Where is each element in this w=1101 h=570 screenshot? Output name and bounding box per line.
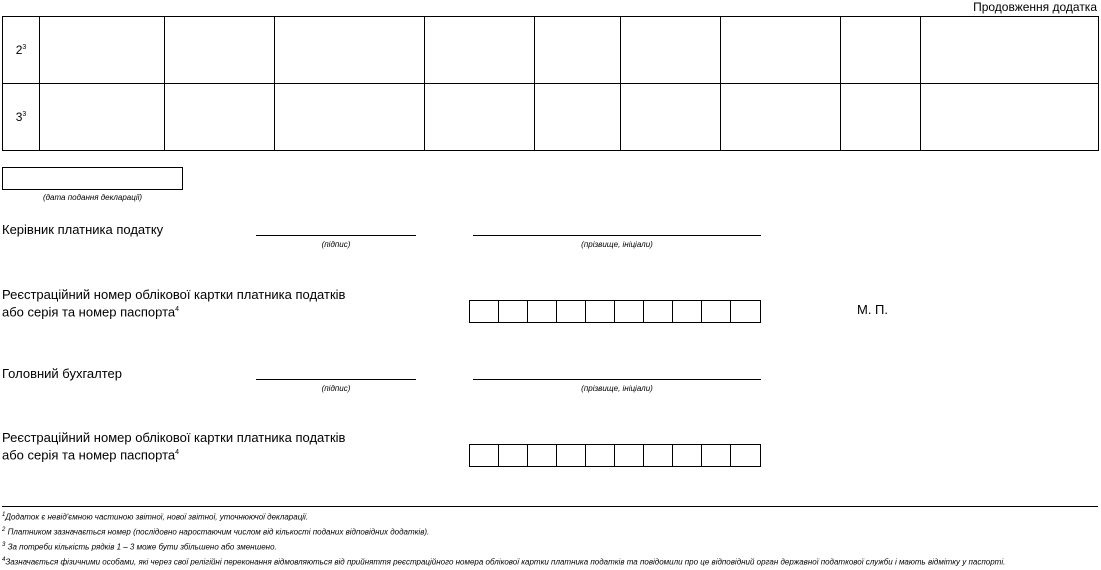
digit-cell[interactable] [731,445,760,466]
director-name-line[interactable] [473,235,761,236]
digit-cell[interactable] [673,301,702,322]
accountant-label: Головний бухгалтер [2,366,122,381]
accountant-name-line[interactable] [473,379,761,380]
director-signature-caption: (підпис) [321,240,351,249]
table-cell[interactable] [165,84,275,151]
row-number: $2^3$ [3,17,40,84]
digit-cell[interactable] [673,445,702,466]
table-row [3,84,1099,151]
table-cell[interactable] [535,84,621,151]
table-row [3,17,1099,84]
digit-cell[interactable] [470,445,499,466]
accountant-reg-label: Реєстраційний номер облікової картки платника податків або серія та номер паспорта$^4$ [2,430,346,463]
accountant-signature-caption: (підпис) [321,384,351,393]
table-cell[interactable] [721,84,841,151]
digit-cell[interactable] [644,445,673,466]
table-cell[interactable] [621,84,721,151]
table-cell[interactable] [165,17,275,84]
digit-cell[interactable] [615,445,644,466]
footnote-4: $^4$Зазначається фізичними особами, які через свої релігійні переконання відмовляються від прийняття реєстраційного номера облікової картки платника податків та повідомили про це відповідний орган державної податкової служби і мають відмітку у паспорті. [2,557,1006,567]
table-cell[interactable] [721,17,841,84]
digit-cell[interactable] [731,301,760,322]
digit-cell[interactable] [528,445,557,466]
stamp-label: М. П. [857,302,889,317]
row-number: $3^3$ [3,84,40,151]
table-cell[interactable] [275,84,425,151]
accountant-signature-line[interactable] [256,379,416,380]
digit-cell[interactable] [557,445,586,466]
digit-cell[interactable] [586,445,615,466]
footnote-2: $^2$ Платником зазначається номер (послідовно наростаючим числом від кількості поданих відповідних додатків). [2,527,430,537]
table-cell[interactable] [535,17,621,84]
digit-cell[interactable] [644,301,673,322]
director-reg-label: Реєстраційний номер облікової картки платника податків або серія та номер паспорта$^4$ [2,287,346,320]
accountant-name-caption: (прізвище, ініціали) [581,384,653,393]
digit-cell[interactable] [470,301,499,322]
digit-cell[interactable] [499,301,528,322]
table-cell[interactable] [425,84,535,151]
director-signature-line[interactable] [256,235,416,236]
table-cell[interactable] [425,17,535,84]
continuation-note: Продовження додатка [973,0,1097,14]
digit-cell[interactable] [702,445,731,466]
digit-cell[interactable] [528,301,557,322]
table-cell[interactable] [621,17,721,84]
digit-cell[interactable] [586,301,615,322]
footnote-divider [2,506,1098,507]
digit-cell[interactable] [615,301,644,322]
table-cell[interactable] [841,84,921,151]
table-cell[interactable] [841,17,921,84]
date-input[interactable] [2,167,183,190]
director-name-caption: (прізвище, ініціали) [581,240,653,249]
table-cell[interactable] [921,17,1099,84]
appendix-table [2,16,1099,151]
digit-cell[interactable] [499,445,528,466]
director-reg-number-field[interactable] [469,300,761,323]
table-cell[interactable] [40,84,165,151]
accountant-reg-number-field[interactable] [469,444,761,467]
table-cell[interactable] [275,17,425,84]
footnote-1: $^1$Додаток є невід'ємною частиною звітної, нової звітної, уточнюючої декларації. [2,512,309,522]
digit-cell[interactable] [557,301,586,322]
digit-cell[interactable] [702,301,731,322]
footnote-3: $^3$ За потреби кількість рядків 1 – 3 може бути збільшено або зменшено. [2,542,277,552]
director-label: Керівник платника податку [2,222,164,237]
date-caption: (дата подання декларації) [42,193,143,202]
table-cell[interactable] [921,84,1099,151]
table-cell[interactable] [40,17,165,84]
